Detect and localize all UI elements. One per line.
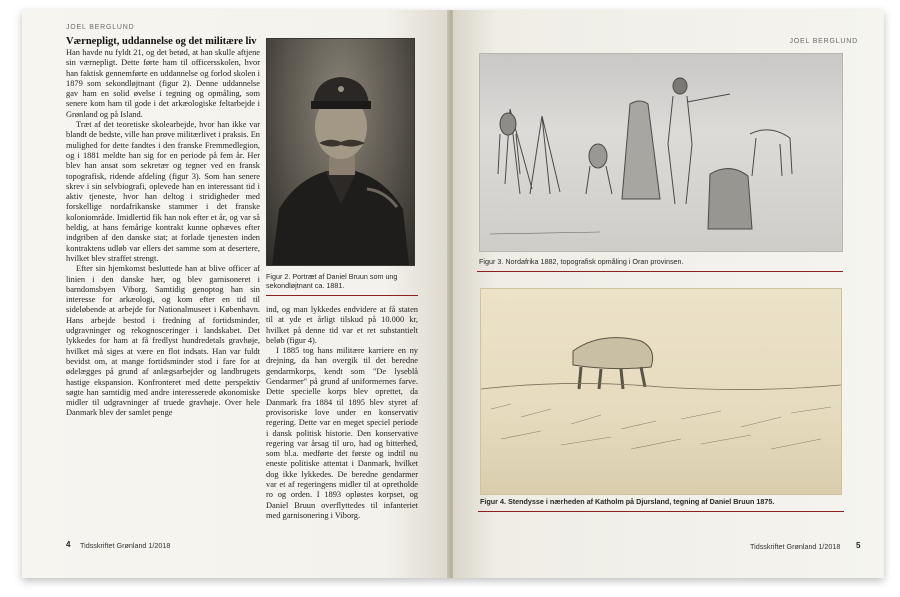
paragraph: Efter sin hjemkomst besluttede han at blive officer af linien i den danske hær, og blev garnisoneret i barndomsbyen Viborg. Samtidig genoptog han sin interesse for arkæologi, og kom efter en tid til sideløbende at arbejde for Nationalmuseet i København. Hans arbejde bestod i fredning af fortidsminder, udgravninger og rekognosceringer i landskabet. Det lykkedes for ham at få fredlyst hundredetals gravhøje, hvilket må siges at være en flot indsats. Han var fuldt bevidst om, at mange fortidsminder stod i fare for at ødelægges på grund af anlægsarbejder og landbrugets hastige ekspansion. Konfronteret med dette perspektiv søgte han samtidig med andre interesserede økonomiske midler til udgravninger af truede gravhøje. Over hele Danmark blev der samlet penge [66, 264, 260, 418]
paragraph: I 1885 tog hans militære karriere en ny drejning, da han overgik til det beredne gendarmkorps, kendt som "De lyseblå Gendarmer" på grund af uniformernes farve. Dette specielle korps blev oprettet, da Danmark fra 1884 til 1895 blev styret af provisoriske love under en konservativ regering. Dette var en meget speciel periode i dansk politisk historie. Den konservative regering var årsag til uro, had og bitterhed, som bl.a. medførte det første og indtil nu eneste politiske attentat i Danmark, hvilket dog ikke lykkedes. De beredne gendarmer var et af regeringens midler til at opretholde ro og orden. I 1893 opløstes korpset, og Daniel Bruun overflyttedes til infanteriet med garnisonering i Viborg. [266, 346, 418, 520]
figure-2-caption: Figur 2. Portræt af Daniel Bruun som ung sekondløjtnant ca. 1881. [266, 272, 398, 290]
paragraph: Træt af det teoretiske skolearbejde, hvor han ikke var blandt de bedste, ville han prøve militærlivet i praksis. En mulighed for dette fandtes i den franske Fremmedlegion, og i 1881 meldte han sig for en periode på fem år. Her blev han ansat som sekretær og tegner ved en fransk topografisk, ridende afdeling (figur 3). Som han senere skrev i sin selvbiografi, oplevede han en interessant tid i aktiv tjeneste, hvor han deltog i stridigheder med forskellige nordafrikanske stammer i det franske koloniområde. Imidlertid fik han nok efter et år, og var så heldig, at hans femårige kontrakt kunne ophæves efter indgriben af den danske stat; at forlade tjenesten inden kontraktens udløb var ellers det samme som at desertere, hvilket blev straffet strengt. [66, 120, 260, 263]
figure-3-sketch [479, 53, 843, 252]
left-page [22, 10, 449, 578]
footer-right: Tidsskriftet Grønland 1/2018 [750, 542, 841, 551]
caption-rule [477, 271, 843, 272]
footer-left: Tidsskriftet Grønland 1/2018 [80, 541, 171, 550]
paragraph: ind, og man lykkedes endvidere at få staten til at yde et årligt tilskud på 10.000 kr, hvilket på denne tid var et ret substantielt beløb (figur 4). [266, 305, 418, 345]
text-column-2 [266, 305, 418, 521]
portrait-photo [266, 38, 415, 266]
paragraph: Han havde nu fyldt 21, og det betød, at han skulle aftjene sin værnepligt. Dette førte ham til officersskolen, hvor han faktisk gennemførte en uddannelse og forlod skolen i 1879 som sekondløjtnant (figur 2). Denne uddannelse gav ham en solid øvelse i tegning og opmåling, som senere kom ham til gode i det arkæologiske feltarbejde i Grønland og på Island. [66, 48, 260, 119]
caption-rule [478, 511, 844, 512]
sketch-illustration [480, 54, 842, 251]
dolmen-illustration [481, 289, 841, 494]
figure-3-caption: Figur 3. Nordafrika 1882, topografisk opmåling i Oran provinsen. [479, 257, 684, 266]
portrait-figure [267, 39, 414, 265]
running-head-left: JOEL BERGLUND [66, 24, 135, 31]
text-column-1 [66, 36, 260, 419]
section-heading: Værnepligt, uddannelse og det militære liv [66, 36, 257, 47]
page-number-left: 4 [66, 540, 71, 549]
page-number-right: 5 [856, 541, 861, 550]
figure-4-caption: Figur 4. Stendysse i nærheden af Katholm på Djursland, tegning af Daniel Bruun 1875. [480, 497, 775, 506]
magazine-spread [22, 10, 884, 578]
running-head-right: JOEL BERGLUND [789, 38, 858, 45]
caption-rule [266, 295, 418, 296]
figure-4-sketch [480, 288, 842, 495]
